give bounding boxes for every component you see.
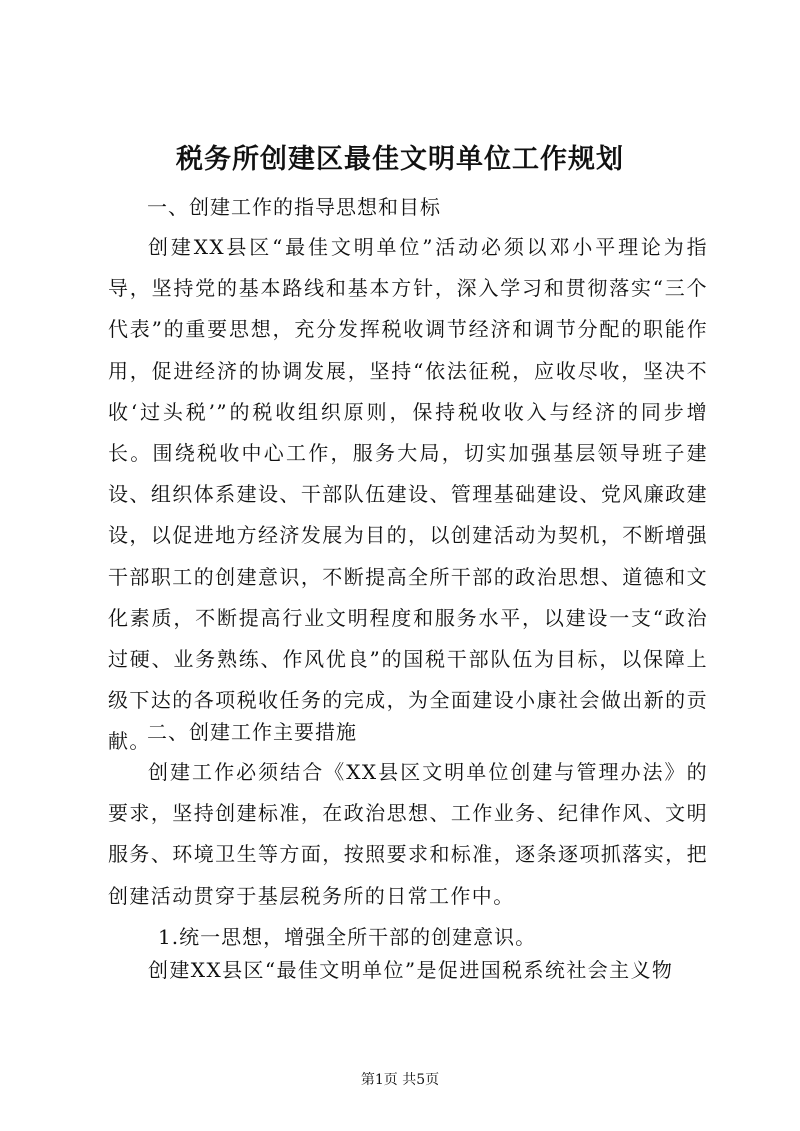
subsection-1-heading: 1.统一思想，增强全所干部的创建意识。 — [158, 925, 537, 949]
subsection-1-paragraph: 创建XX县区“最佳文明单位”是促进国税系统社会主义物 — [148, 958, 674, 982]
page-number-footer: 第1页 共5页 — [360, 1072, 440, 1088]
section-1-heading: 一、创建工作的指导思想和目标 — [147, 195, 441, 219]
section-2-paragraph: 创建工作必须结合《XX县区文明单位创建与管理办法》的要求，坚持创建标准，在政治思想、工作业务、纪律作风、文明服务、环境卫生等方面，按照要求和标准，逐条逐项抓落实，把创建活动贯穿于基层税务所的日常工作中。 — [108, 760, 708, 908]
section-1-paragraph: 创建XX县区“最佳文明单位”活动必须以邓小平理论为指导，坚持党的基本路线和基本方针，深入学习和贯彻落实“三个代表”的重要思想，充分发挥税收调节经济和调节分配的职能作用，促进经济的协调发展，坚持“依法征税，应收尽收，坚决不收‘过头税’”的税收组织原则，保持税收收入与经济的同步增长。围绕税收中心工作，服务大局，切实加强基层领导班子建设、组织体系建设、干部队伍建设、管理基础建设、党风廉政建设，以促进地方经济发展为目的，以创建活动为契机，不断增强干部职工的创建意识，不断提高全所干部的政治思想、道德和文化素质，不断提高行业文明程度和服务水平，以建设一支“政治过硬、业务熟练、作风优良”的国税干部队伍为目标，以保障上级下达的各项税收任务的完成，为全面建设小康社会做出新的贡献。 — [108, 235, 708, 754]
document-title: 税务所创建区最佳文明单位工作规划 — [176, 144, 624, 175]
section-2-heading: 二、创建工作主要措施 — [147, 720, 357, 744]
